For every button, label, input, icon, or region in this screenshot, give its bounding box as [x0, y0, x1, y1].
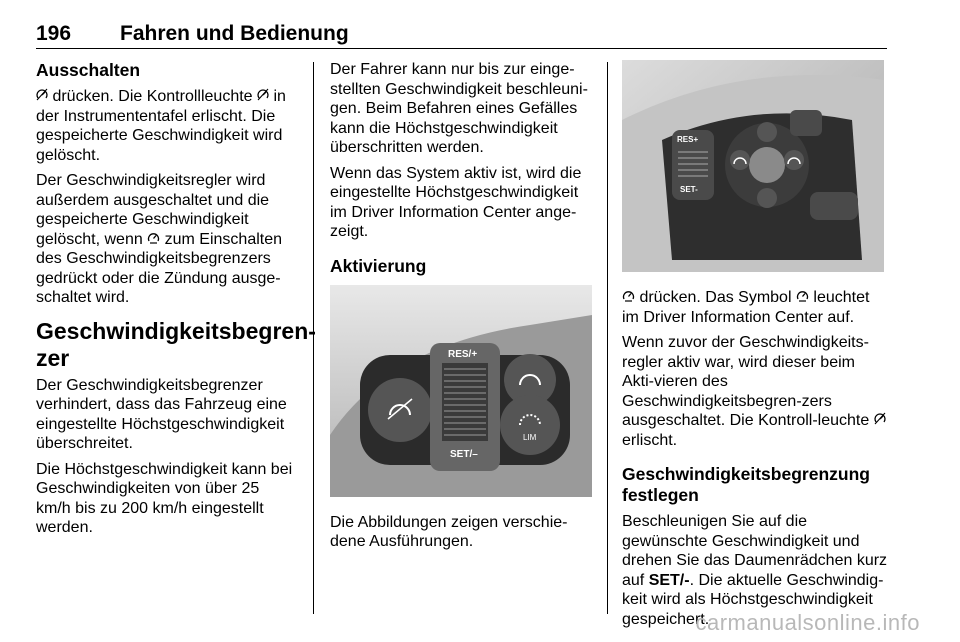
steering-wheel-controls-image — [330, 285, 592, 497]
steering-wheel-controls-image — [622, 60, 884, 272]
paragraph: Beschleunigen Sie auf die gewünschte Geschwindigkeit und drehen Sie das Daumenrädchen kurz auf SET/-. Die aktuelle Geschwindig-keit wird als Höchstgeschwindigkeit gespeichert. — [622, 513, 888, 628]
page-header — [36, 22, 887, 49]
speed-limiter-icon — [796, 288, 809, 308]
heading-ausschalten: Ausschalten — [36, 60, 141, 80]
paragraph: Der Geschwindigkeitsregler wird außerdem ausgeschaltet und die gespeicherte Geschwindigkeit gelöscht, wenn zum Einschalten des Geschwindigkeitsbegrenzers gedrückt oder die Zündung ausge-schaltet wird. — [36, 172, 283, 306]
cruise-cancel-icon — [36, 87, 48, 107]
page-number: 196 — [36, 22, 72, 45]
column-2 — [330, 60, 592, 558]
paragraph: Wenn das System aktiv ist, wird die eingestellte Höchstgeschwindigkeit im Driver Information Center ange-zeigt. — [330, 164, 582, 240]
paragraph: Der Fahrer kann nur bis zur einge-stellten Geschwindigkeit beschleuni-gen. Beim Befahren eines Gefälles kann die Höchstgeschwindigkeit überschritten werden. — [330, 61, 588, 156]
paragraph: drücken. Die Kontrollleuchte in der Instrumententafel erlischt. Die gespeicherte Geschwindigkeit wird gelöscht. — [36, 88, 286, 164]
set-label: SET/– — [450, 448, 478, 460]
lim-label: LIM — [523, 432, 537, 442]
res-label: RES+ — [677, 135, 699, 144]
paragraph: drücken. Das Symbol leuchtet im Driver Information Center auf. — [622, 289, 870, 326]
watermark: carmanualsonline.info — [695, 610, 920, 635]
heading-aktivierung: Aktivierung — [330, 255, 427, 276]
column-1 — [36, 60, 316, 544]
column-divider — [607, 62, 608, 614]
section-title: Fahren und Bedienung — [120, 22, 349, 45]
cruise-cancel-icon — [874, 411, 886, 431]
paragraph: Die Höchstgeschwindigkeit kann bei Geschwindigkeiten von über 25 km/h bis zu 200 km/h eingestellt werden. — [36, 460, 293, 536]
res-label: RES/+ — [448, 348, 478, 360]
paragraph: Der Geschwindigkeitsbegrenzer verhindert, dass das Fahrzeug eine eingestellte Höchstgeschwindigkeit überschreitet. — [36, 376, 287, 452]
image-caption: Die Abbildungen zeigen verschie-dene Ausführungen. — [330, 513, 568, 550]
cruise-cancel-icon — [257, 87, 269, 107]
column-3 — [622, 60, 888, 635]
set-label: SET- — [680, 185, 698, 194]
speed-limiter-icon — [147, 230, 160, 250]
heading-festlegen: Geschwindigkeitsbegrenzung festlegen — [622, 464, 870, 505]
heading-limiter: Geschwindigkeitsbegren-zer — [36, 317, 316, 371]
paragraph: Wenn zuvor der Geschwindigkeits-regler aktiv war, wird dieser beim Akti-vieren des Geschwindigkeitsbegren-zers ausgeschaltet. Die Kontroll-leuchte erlischt. — [622, 333, 888, 450]
speed-limiter-icon — [622, 288, 635, 308]
